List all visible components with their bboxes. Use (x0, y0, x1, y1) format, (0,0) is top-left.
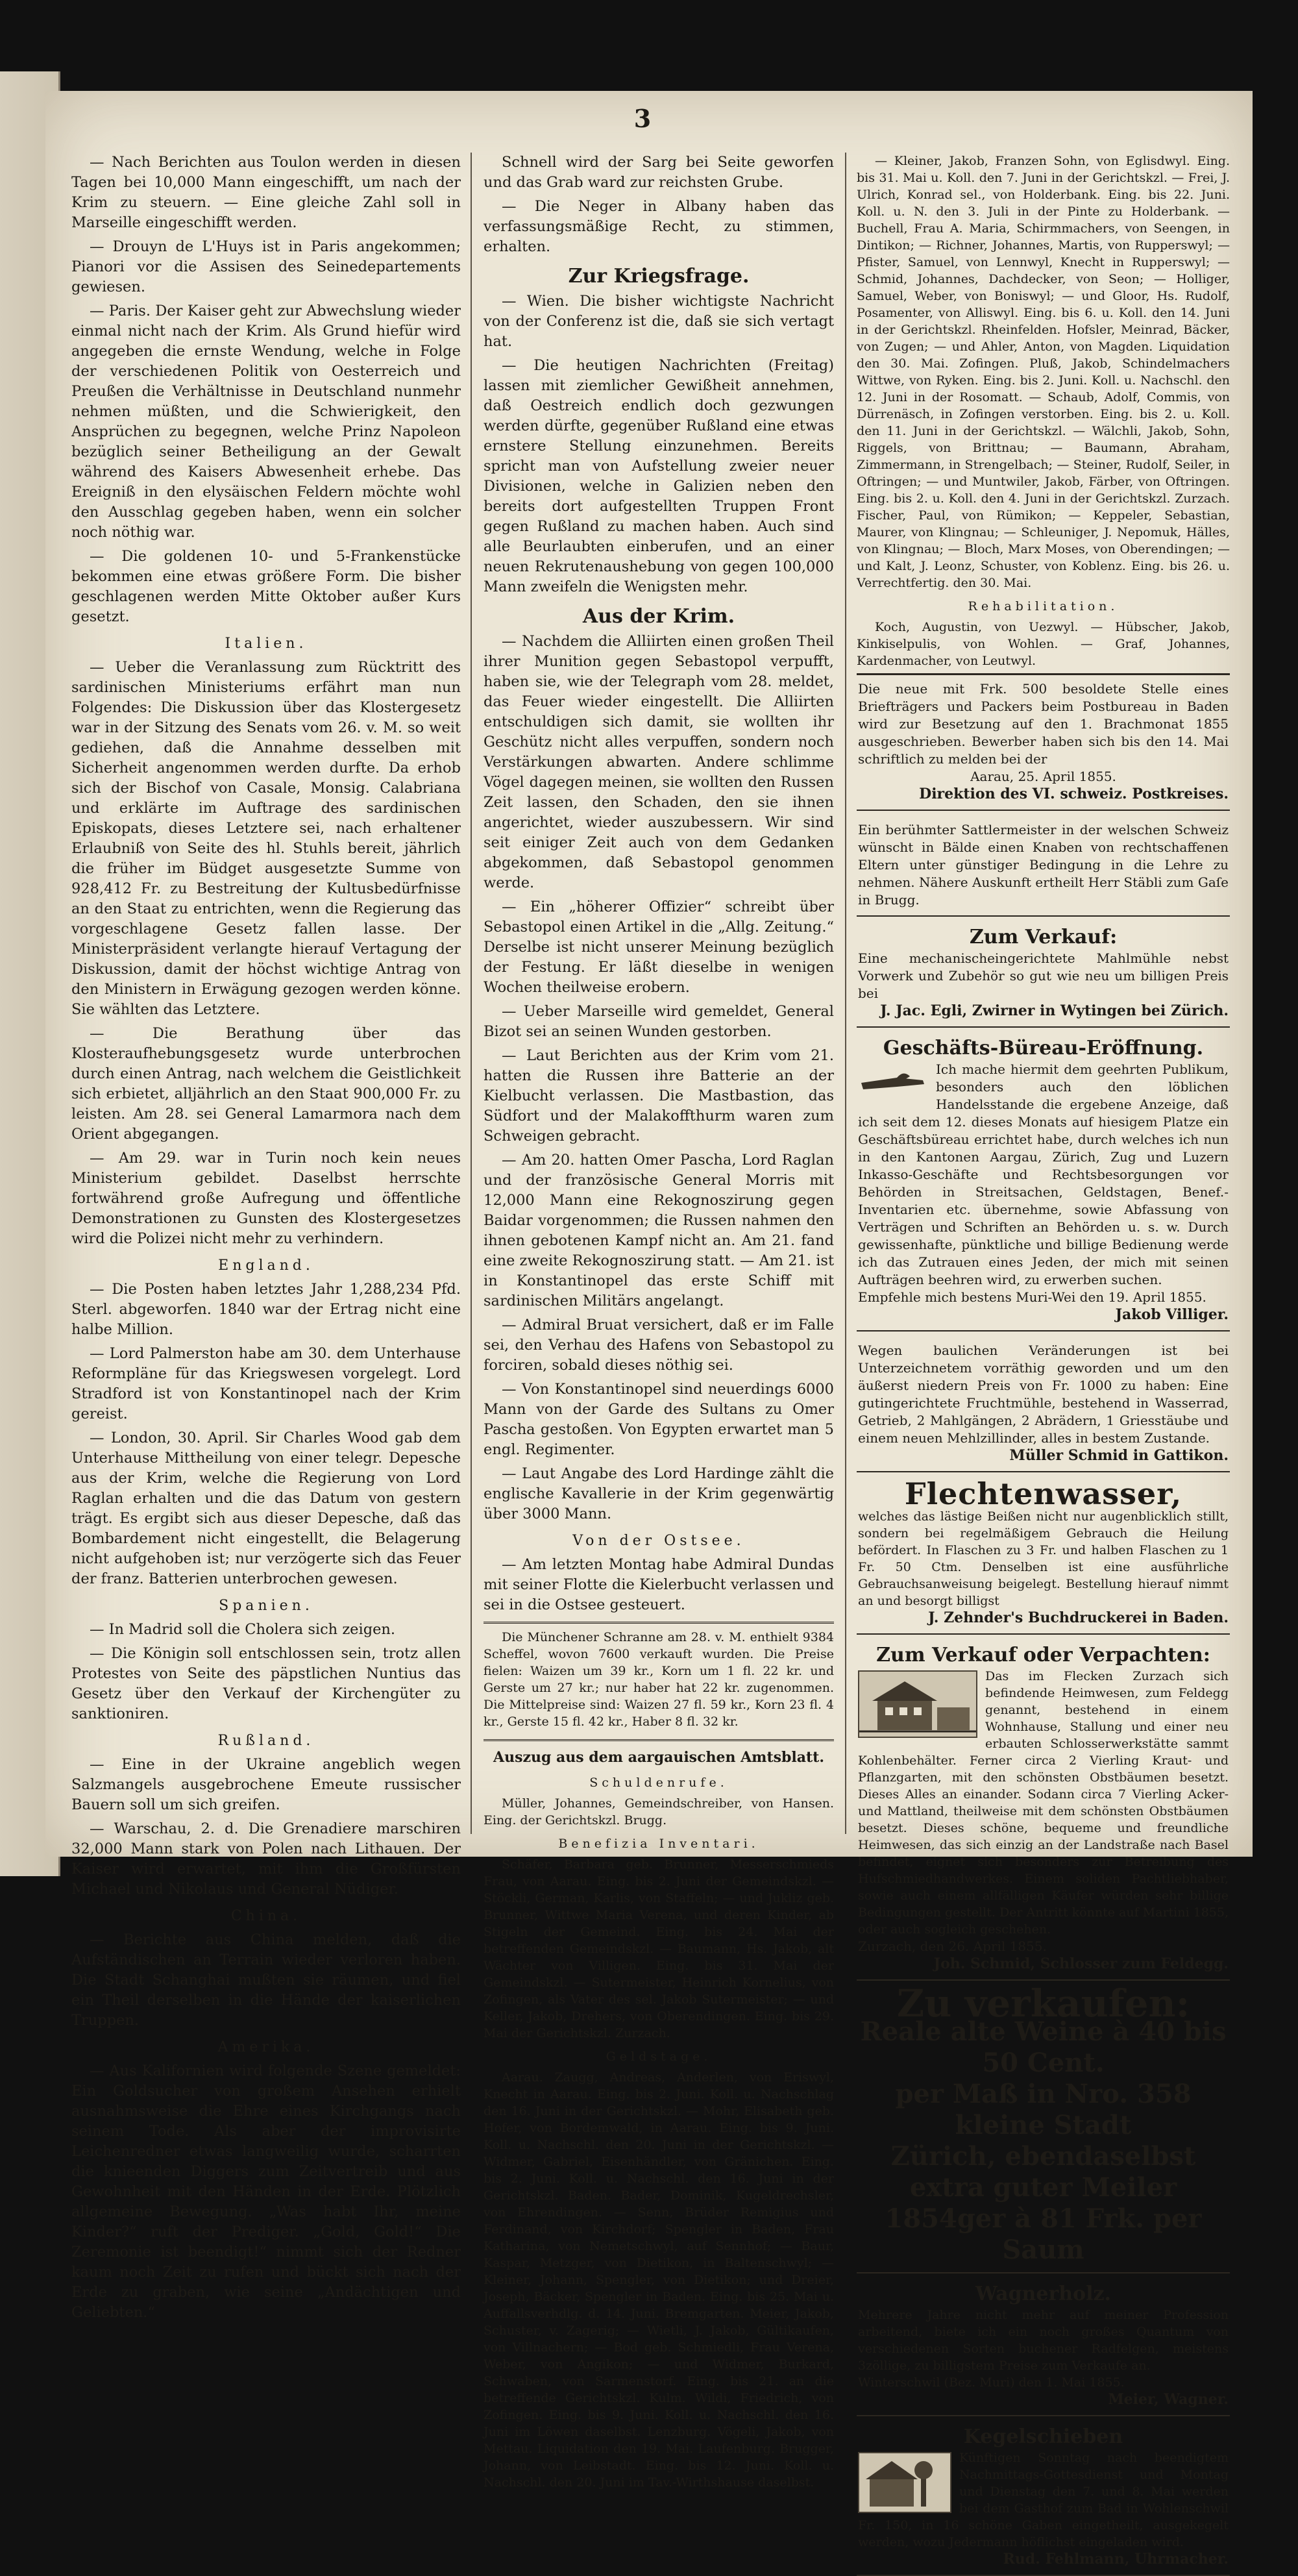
column-1 (71, 153, 461, 2321)
sub-heading: Geldstage. (606, 2050, 712, 2064)
article: — Admiral Bruat versichert, daß er im Falle sei, den Verhau des Hafens von Sebastopol zu forciren, sobald dieses nöthig sei. (484, 1317, 834, 1374)
ad-signature: Meier, Wagner. (1108, 2391, 1229, 2408)
article: — Am 20. hatten Omer Pascha, Lord Raglan und der französische General Morris mit 12,000 Mann eine Rekognoszirung gegen Baidar vorgenommen; die Russen nahmen den ihnen gebotenen Kampf nicht an. Am 21. fand eine zweite Rekognoszirung statt. — Am 21. ist in Konstantinopel das erste Schiff mit sardinischen Militärs angelangt. (484, 1152, 834, 1309)
article: — London, 30. April. Sir Charles Wood gab dem Unterhause Mittheilung von einer telegr. Depesche aus der Krim, welche die Regierung von Lord Raglan erhalten und die das Datum von gestern trägt. Es ergibt sich aus dieser Depesche, daß das Bombardement nicht eingestellt, die Belagerung nicht aufgehoben ist; nur verzögerte sich das Feuer der franz. Batterien unterbrochen gewesen. (71, 1430, 461, 1587)
ad-place: Winterschwil (Bez. Muri) den 1. Mai 1855. (858, 2375, 1125, 2390)
sub-heading: Schuldenrufe. (589, 1776, 728, 1790)
article: Schnell wird der Sarg bei Seite geworfen und das Grab ward zur reichsten Grube. (484, 154, 834, 191)
market-report-text: Die Münchener Schranne am 28. v. M. enthielt 9384 Scheffel, wovon 7600 verkauft wurden. Die Preise fielen: Waizen um 39 kr., Korn um 1 fl. 22 kr. und Gerste um 27 kr.; nur haber hat 22 kr. zugenommen. Die Mittelpreise sind: Waizen 27 fl. 59 kr., Korn 23 fl. 4 kr., Gerste 15 fl. 42 kr., Haber 8 fl. 32 kr. (484, 1630, 834, 1729)
article: — Paris. Der Kaiser geht zur Abwechslung wieder einmal nicht nach der Krim. Als Grund hiefür wird angegeben die ernste Wendung, welche in Folge der verschiedenen Politik von Oesterreich und Preußen die Verhältnisse in Deutschland nunmehr nehmen müßten, und die Schwierigkeit, den Ansprüchen zu begegnen, welche Prinz Napoleon bezüglich seiner Betheiligung an der Gewalt während des Kaisers Abwesenheit erhebe. Das Ereigniß in den elysäischen Feldern möchte wohl den Ausschlag gegeben haben, wenn ein solcher noch nöthig war. (71, 303, 461, 541)
article: — Von Konstantinopel sind neuerdings 6000 Mann von der Garde des Sultans zu Omer Pascha gestoßen. Von Egypten erwartet man 5 engl. Regimenter. (484, 1381, 834, 1458)
ad-title: Kegelschieben (963, 2425, 1123, 2448)
article: — Die heutigen Nachrichten (Freitag) lassen mit ziemlicher Gewißheit annehmen, daß Oestreich endlich doch gezwungen werden dürfte, gegenüber Rußland eine etwas ernstere Stellung einzunehmen. Bereits spricht man von Aufstellung zweier neuer Divisionen, welche in Galizien neben den bereits dort aufgestellten Truppen Front gegen Rußland zu machen haben. Auch sind alle Beurlaubten einberufen, und an einer neuen Rekrutenaushebung von gegen 100,000 Mann zweifeln die Wenigsten mehr. (484, 357, 834, 595)
ad-place: Zurzach, den 26. April 1855. (858, 1938, 1047, 1954)
ad-place: Aarau, 25. April 1855. (970, 769, 1116, 784)
ad-signature: Direktion des VI. schweiz. Postkreises. (919, 786, 1229, 802)
pointing-hand-icon (858, 1063, 929, 1102)
notice: Aarau. Zaugg, Andreas, Anderlen, von Eriswyl, Knecht in Aarau. Eing. bis 2. Juni. Koll. u. Nachschlag den 16. Juni in der Gerichtskzl. — Mohr, Elisabeth geb. Hofer, von Bordemwald, in Aarau. Eing. bis 9. Juni. Koll. u. Nachschl. den 20. Juni in der Gerichtskzl. — Widmer, Gabriel, Eisenhändler, von Gränichen. Eing. bis 2. Juni. Koll. u. Nachschl. den 16. Juni in der Gerichtskzl. Baden. Bader, Dominik, Kugeldrechsler, von Ehrendingen. — Senn, Brüder Remigius und Ferdinand, von Kirchdorf; Spengler in Baden, Frau Katharina, von Nemetschwyl, auf Sennhof; — Baur, Kaspar, Metzger, von Dietikon, in Baltenschwyl; — Kleiner, Johann, Spengler, von Dietikon; und Dreier, Joseph, Bäcker, Spengler in Baden. Eing. bis 25. Mai u. Auffallsverhdlg. d. 14. Juni. Bremgarten. Meier, Jakob, Schuster, v. Zagerig; — Wietli, J. Jakob, Gültikaufen, von Villnachern; — Bod geb. Schmiedli, Frau Verena, Weber, von Angikon; — und Widmer, Burkard, Schwaben, von Sarmenstorf. Eing. bis 21. an die betreffende Gerichtskzl. Kulm. Wildi, Friedrich, von Zofingen. Eing. bis 9. Juni. Koll. u. Nachschl. den 16. Juni im Löwen daselbst. Lenzburg. Vögeli, Jakob, von Mettau. Liquidation den 19. Mai. Laufenburg. Brugger, Johann, von Leibstadt. Eing. bis 12. Juni. Koll. u. Nachschl. den 20. Juni im Tav.-Wirthshause daselbst. (484, 2070, 834, 2490)
notice: Schäfer, Barbara geb. Brunner, Messerschmieds Frau, von Aarau. Eing. bis 2. Juni der Gemeindskzl. — Stöckli, German, Karlis, von Staffeln; — und Jukliz geb. Brunner, Wittwe Maria Verena, und deren Kinder, ab Stigeln der Gemeind. Eing. bis 24. Mai der betreffenden Gemeindskzl. — Baumann, Hs. Jakob, alt Wächter von Villigen. Eing. bis 31. Mai der Gemeindskzl. — Sutermeister, Heinrich Kornelius, von Zofingen, als Vater des sel. Jakob Sutermeister; — und Keller, Jakob, Drehers, von Oberendingen. Eing. bis 29. Mai der Gerichtskzl. Zurzach. (484, 1857, 834, 2040)
sub-heading: Rehabilitation. (968, 599, 1119, 613)
article: — Ueber Marseille wird gemeldet, General Bizot sei an seinen Wunden gestorben. (484, 1003, 834, 1040)
section-heading: Spanien. (219, 1598, 313, 1614)
section-heading: Auszug aus dem aargauischen Amtsblatt. (493, 1749, 824, 1766)
ad-text: Das im Flecken Zurzach sich befindende Heimwesen, zum Feldegg genannt, bestehend in einem Wohnhause, Stallung und einer neu erbauten Schlosserwerkstätte sammt Kohlenbehälter. Ferner circa 2 Vierling Kraut- und Pflanzgarten, mit den schönsten Obstbäumen besetzt. Dieses Alles an einander. Sodann circa 7 Vierling Acker- und Mattland, theilweise mit dem schönsten Obstbäumen besetzt. Dieses schöne, bequeme und freundliche Heimwesen, das sich einzig an der Landstraße nach Basel befindet, eignet sich besonders zur Betreibung des Hufschmiedhandwerkes. Einem soliden Pachtliebhaber, sowie auch einem allfälligen Käufer würden sehr billige Bedingungen gestellt. Der Antritt könnte auf Martini 1855, oder auch sogleich geschehen. (858, 1669, 1229, 1937)
article: — Die Königin soll entschlossen sein, trotz allen Protestes von Seite des päpstlichen Nuntius das Gesetz über den Verkauf der Kirchengüter zu sanktioniren. (71, 1645, 461, 1722)
notice: Koch, Augustin, von Uezwyl. — Hübscher, Jakob, Kinkiselpulis, von Wohlen. — Graf, Johannes, Kardenmacher, von Leutwyl. (857, 620, 1230, 668)
section-heading: Aus der Krim. (582, 605, 735, 628)
ad-mill-sale (857, 922, 1230, 1028)
ad-text: Eine mechanischeingerichtete Mahlmühle nebst Vorwerk und Zubehör so gut wie neu um billigen Preis bei (858, 950, 1229, 1001)
article: — Die Berathung über das Klosteraufhebungsgesetz wurde unterbrochen durch einen Antrag, nach welchem die Geistlichkeit sich erbietet, alljährlich an den Staat 900,000 Fr. zu leisten. Am 28. sei General Lamarmora nach dem Orient abgegangen. (71, 1025, 461, 1143)
ad-flechtenwasser (857, 1478, 1230, 1635)
ad-signature: Jakob Villiger. (1115, 1306, 1229, 1323)
ad-place: Empfehle mich bestens Muri-Wei den 19. April 1855. (858, 1289, 1206, 1305)
ad-text: Mehrere Jahre nicht mehr auf meiner Profession arbeitend, biete ich ein noch großes Quantum von verschiedenen Sorten buchener Radfelgen, meistens 3zöllige, zu billigstem Preise zum Verkaufe an. (858, 2308, 1229, 2373)
market-report (484, 1622, 834, 1741)
section-heading: Von der Ostsee. (572, 1533, 745, 1549)
section-heading: Rußland. (217, 1733, 315, 1749)
ad-title: Zum Verkauf oder Verpachten: (876, 1644, 1210, 1666)
ad-title: Zum Verkauf: (969, 926, 1118, 948)
ad-line: Reale alte Weine à 40 bis 50 Cent. (860, 2016, 1227, 2078)
ad-text: welches das lästige Beißen nicht nur augenblicklich stillt, sondern bei regelmäßigem Gebrauch die Heilung befördert. In Flaschen zu 3 Fr. und halben Flaschen zu 1 Fr. 50 Ctm. Denselben ist eine ausführliche Gebrauchsanweisung beigelegt. Bestellung hierauf nimmt an und besorgt billigst (858, 1509, 1229, 1608)
ad-text: Ich mache hiermit dem geehrten Publikum, besonders auch den löblichen Handelsstande die ergebene Anzeige, daß ich seit dem 12. dieses Monats auf hiesigem Platze ein Geschäftsbüreau errichtet habe, durch welches ich nun in den Kantonen Aargau, Zürich, Zug und Luzern Inkasso-Geschäfte und Rechtsbesorgungen vor Behörden in Streitsachen, Geldstagen, Benef.-Inventarien etc. übernehme, sowie Abfassung von Verträgen und Schriften an Behörden u. s. w. Durch gewissenhafte, pünktliche und billige Bedienung werde ich das Zutrauen eines Jeden, der mich mit seinen Aufträgen beehren wird, zu erwerben suchen. (858, 1061, 1229, 1287)
article: — Am letzten Montag habe Admiral Dundas mit seiner Flotte die Kielerbucht verlassen und sei in die Ostsee gesteuert. (484, 1556, 834, 1613)
ad-title: Flechtenwasser, (904, 1476, 1182, 1511)
article: — Die Posten haben letztes Jahr 1,288,234 Pfd. Sterl. abgeworfen. 1840 war der Ertrag nicht eine halbe Million. (71, 1281, 461, 1338)
article: — Ein „höherer Offizier“ schreibt über Sebastopol einen Artikel in die „Allg. Zeitung.“ Derselbe ist nicht unserer Meinung bezüglich der Festung. Er läßt dieselbe in wenigen Wochen theilweise erobern. (484, 898, 834, 996)
article: — Nach Berichten aus Toulon werden in diesen Tagen bei 10,000 Mann eingeschifft, um nach der Krim zu steuern. — Eine gleiche Zahl soll in Marseille eingeschifft werden. (71, 154, 461, 231)
ad-text: Ein berühmter Sattlermeister in der welschen Schweiz wünscht in Bälde einen Knaben von rechtschaffenen Eltern unter günstiger Bedingung in die Lehre zu nehmen. Nähere Auskunft ertheilt Herr Stäbli zum Gaſe in Brugg. (858, 822, 1229, 908)
article: — Laut Angabe des Lord Hardinge zählt die englische Kavallerie in der Krim gegenwärtig über 3000 Mann. (484, 1465, 834, 1522)
ad-title: Wagnerholz. (975, 2283, 1111, 2305)
article: — Warschau, 2. d. Die Grenadiere marschiren 32,000 Mann stark von Polen nach Lithauen. Der Kaiser wird erwartet, mit ihm die Großfürsten Michael und Nikolaus und General Nüdiger. (71, 1820, 461, 1898)
notice: — Kleiner, Jakob, Franzen Sohn, von Eglisdwyl. Eing. bis 31. Mai u. Koll. den 7. Juni in der Gerichtskzl. — Frei, J. Ulrich, Konrad sel., von Holderbank. Eing. bis 22. Juni. Koll. u. N. den 3. Juli in der Pinte zu Holderbank. — Buchell, Frau A. Maria, Schirmmachers, von Seengen, in Dintikon; — Richner, Johannes, Martis, von Rupperswyl; — Pfister, Samuel, von Lennwyl, Knecht in Rupperswyl; — Schmid, Johannes, Dachdecker, von Seon; — Holliger, Samuel, Weber, von Boniswyl; — und Gloor, Hs. Rudolf, Posamenter, von Alliswyl. Eing. bis 6. u. Koll. den 14. Juni in der Gerichtskzl. Rheinfelden. Hofsler, Meinrad, Bäcker, von Zugen; — und Ahler, Anton, von Magden. Liquidation den 30. Mai. Zofingen. Pluß, Jakob, Schindelmachers Wittwe, von Ryken. Eing. bis 2. Juni. Koll. u. Nachschl. den 12. Juni in der Rosomatt. — Schaub, Adolf, Commis, von Dürrenäsch, in Zofingen verstorben. Eing. bis 2. u. Koll. den 11. Juni in der Gerichtskzl. — Wälchli, Jakob, Sohn, Riggels, von Brittnau; — Baumann, Abraham, Zimmermann, in Strengelbach; — Steiner, Rudolf, Seiler, in Oftringen; — und Muntwiler, Jakob, Färber, von Oftringen. Eing. bis 2. u. Koll. den 4. Juni in der Gerichtskzl. Zurzach. Fischer, Paul, von Rümikon; — Keppeler, Sebastian, Maurer, von Klingnau; — Schleuniger, J. Nepomuk, Hälles, von Klingnau; — Bloch, Marx Moses, von Oberendingen; — und Kalt, J. Leonz, Schuster, von Koblenz. Eing. bis 26. u. Verrechtfertig. den 30. Mai. (857, 154, 1230, 590)
ad-signature: Joh. Schmid, Schlosser zum Feldegg. (933, 1955, 1229, 1972)
column-3 (857, 153, 1230, 2568)
column-rule (845, 153, 846, 1834)
page-number: 3 (633, 104, 652, 133)
article: — Die Neger in Albany haben das verfassungsmäßige Recht, zu stimmen, erhalten. (484, 198, 834, 255)
article: — Am 29. war in Turin noch kein neues Ministerium gebildet. Daselbst herrschte fortwährend große Aufregung und öffentliche Demonstrationen zu Gunsten des Klostergesetzes wird die Polizei nicht mehr zu verhindern. (71, 1150, 461, 1247)
ad-signature: J. Jac. Egli, Zwirner in Wytingen bei Zürich. (880, 1002, 1229, 1019)
ad-kegelschieben (857, 2421, 1230, 2576)
section-heading: England. (218, 1257, 314, 1274)
article: — Laut Berichten aus der Krim vom 21. hatten die Russen ihre Batterie an der Kielbucht verlassen. Die Mastbastion, das Südfort und der Malakoffthurm waren zum Schweigen gebracht. (484, 1047, 834, 1145)
ad-line: Zürich, ebendaselbst extra guter Meiler (890, 2141, 1196, 2203)
ad-text: Wegen baulichen Veränderungen ist bei Unterzeichnetem vorräthig geworden und um den äußerst niedern Preis von Fr. 1000 zu haben: Eine gutingerichtete Fruchtmühle, bestehend in Wasserrad, Getrieb, 2 Mahlgängen, 2 Abrädern, 1 Griesstäube und einem neuen Mehlzillinder, alles in bestem Zustande. (858, 1343, 1229, 1446)
ad-line: per Maß in Nro. 358 kleine Stadt (895, 2079, 1192, 2140)
article: — Berichte aus China melden, daß die Aufständischen an Terrain wieder verloren haben. Die Stadt Schanghai mußten sie räumen, und fiel ein Theil derselben in die Hände der kaiserlichen Truppen. (71, 1931, 461, 2029)
ad-line: 1854ger à 81 Frk. per Saum (885, 2203, 1202, 2265)
ad-fruit-mill (857, 1337, 1230, 1472)
article: — Drouyn de L'Huys ist in Paris angekommen; Pianori vor die Assisen des Seinedepartements gewiesen. (71, 238, 461, 295)
article: — Lord Palmerston habe am 30. dem Unterhause Reformpläne für das Kriegswesen vorgelegt. Lord Stradford ist von Konstantinopel nach der Krim gereist. (71, 1345, 461, 1422)
inn-illustration (858, 2452, 951, 2513)
sub-heading: Benefizia Inventari. (558, 1837, 759, 1851)
ad-post-office (857, 673, 1230, 811)
section-heading: China. (230, 1908, 302, 1924)
article: — In Madrid soll die Cholera sich zeigen. (90, 1621, 396, 1638)
ad-signature: Müller Schmid in Gattikon. (1009, 1447, 1229, 1464)
ad-text: Künftigen Sonntag nach beendigtem Nachmittags-Gottesdienst und Montag und Dienstag den 7. und 8. Mai werden bei dem Gasthof zum Bad in Wohlenschwil Fr. 150, in 16 schöne Gaben eingetheilt, ausgekegelt werden, wozu Jedermann höflichst eingeladen wird. (858, 2451, 1229, 2549)
house-illustration (858, 1670, 977, 1738)
article: — Aus Kalifornien wird folgende Szene gemeldet: Ein Goldsucher von großem Ansehen erhielt ausnahmsweise die Ehre eines Kirchgangs nach seinem Tode. Als aber der improvisirte Leichenredner etwas langweilig wurde, scharrten die knieenden Diggers zum Zeitvertreib und aus Gewohnheit mit den Händen in der Erde. Plötzlich allgemeine Bewegung. „Was habt Ihr, meine Kinder?“ ruft der Prediger. „Gold, Gold!“ Die Zeremonie ist beendigt!“ nimmt sich der Redner kaum noch Zeit zu rufen und bückt sich nach der Erde zu graben, wie seine „Andächtigen und Geliebten.“ (71, 2062, 461, 2321)
ad-estate (857, 1640, 1230, 1981)
ad-apprentice (857, 816, 1230, 917)
ad-title: Geschäfts-Büreau-Eröffnung. (883, 1037, 1204, 1059)
article: — Nachdem die Alliirten einen großen Theil ihrer Munition gegen Sebastopol verpufft, haben sie, wie der Telegraph vom 28. meldet, das Feuer wieder eingestellt. Die Alliirten entschuldigen sich damit, sie wollten ihr Geschütz nicht alles verpuffen, sondern noch Verstärkungen abwarten. Andere schlimme Vögel dagegen meinen, sie wollten den Russen Zeit lassen, den Schaden, den sie ihnen angerichtet, wieder auszubessern. Wir sind seit einiger Zeit auch von dem Gedanken abgekommen, daß Sebastopol genommen werde. (484, 633, 834, 891)
newspaper-page (45, 91, 1253, 2568)
article: — Eine in der Ukraine angeblich wegen Salzmangels ausgebrochene Emeute russischer Bauern soll um sich greifen. (71, 1756, 461, 1813)
section-heading: Amerika. (217, 2039, 315, 2055)
column-2 (484, 153, 834, 2490)
article: — Die goldenen 10- und 5-Frankenstücke bekommen eine etwas größere Form. Die bisher geschlagenen werden Mitte Oktober außer Kurs gesetzt. (71, 548, 461, 625)
ad-office-opening (857, 1033, 1230, 1331)
ad-signature: J. Zehnder's Buchdruckerei in Baden. (928, 1609, 1229, 1626)
section-heading: Zur Kriegsfrage. (568, 265, 750, 288)
ad-title: Zu verkaufen: (896, 1981, 1190, 2025)
notice: Müller, Johannes, Gemeindschreiber, von Hansen. Eing. der Gerichtskzl. Brugg. (484, 1796, 834, 1827)
article: — Wien. Die bisher wichtigste Nachricht von der Conferenz ist die, daß sie sich vertagt hat. (484, 293, 834, 350)
ad-signature: Rud. Fehlmann, Uhrmacher. (1003, 2551, 1229, 2568)
ad-text: Die neue mit Frk. 500 besoldete Stelle eines Briefträgers und Packers beim Postbureau in Baden wird zur Besetzung auf den 1. Brachmonat 1855 ausgeschrieben. Bewerber haben sich bis den 14. Mai schriftlich zu melden bei der (858, 681, 1229, 767)
article: — Ueber die Veranlassung zum Rücktritt des sardinischen Ministeriums erfährt man nun Folgendes: Die Diskussion über das Klostergesetz war in der Sitzung des Senats vom 26. v. M. so weit gediehen, daß die Annahme desselben mit Sicherheit angenommen werden durfte. Da erhob sich der Bischof von Casale, Monsig. Calabriana und erklärte im Auftrage des sardinischen Episkopats, dieses Letztere sei, nach erhaltener Erlaubniß von Seite des hl. Stuhls bereit, jährlich die früher im Büdget ausgesetzte Summe von 928,412 Fr. zu Bestreitung der Kultusbedürfnisse an den Staat zu entrichten, wenn die Regierung das vorgeschlagene Gesetz fallen lasse. Der Ministerpräsident verlangte hierauf Vertagung der Diskussion, damit der höchst wichtige Antrag von den Ministern in Erwägung gezogen werden könne. Sie wählten das Letztere. (71, 659, 461, 1018)
column-rule (471, 153, 472, 1834)
ad-wagnerholz (857, 2279, 1230, 2416)
section-heading: Italien. (225, 636, 308, 652)
ad-wine-sale (857, 1981, 1230, 2273)
